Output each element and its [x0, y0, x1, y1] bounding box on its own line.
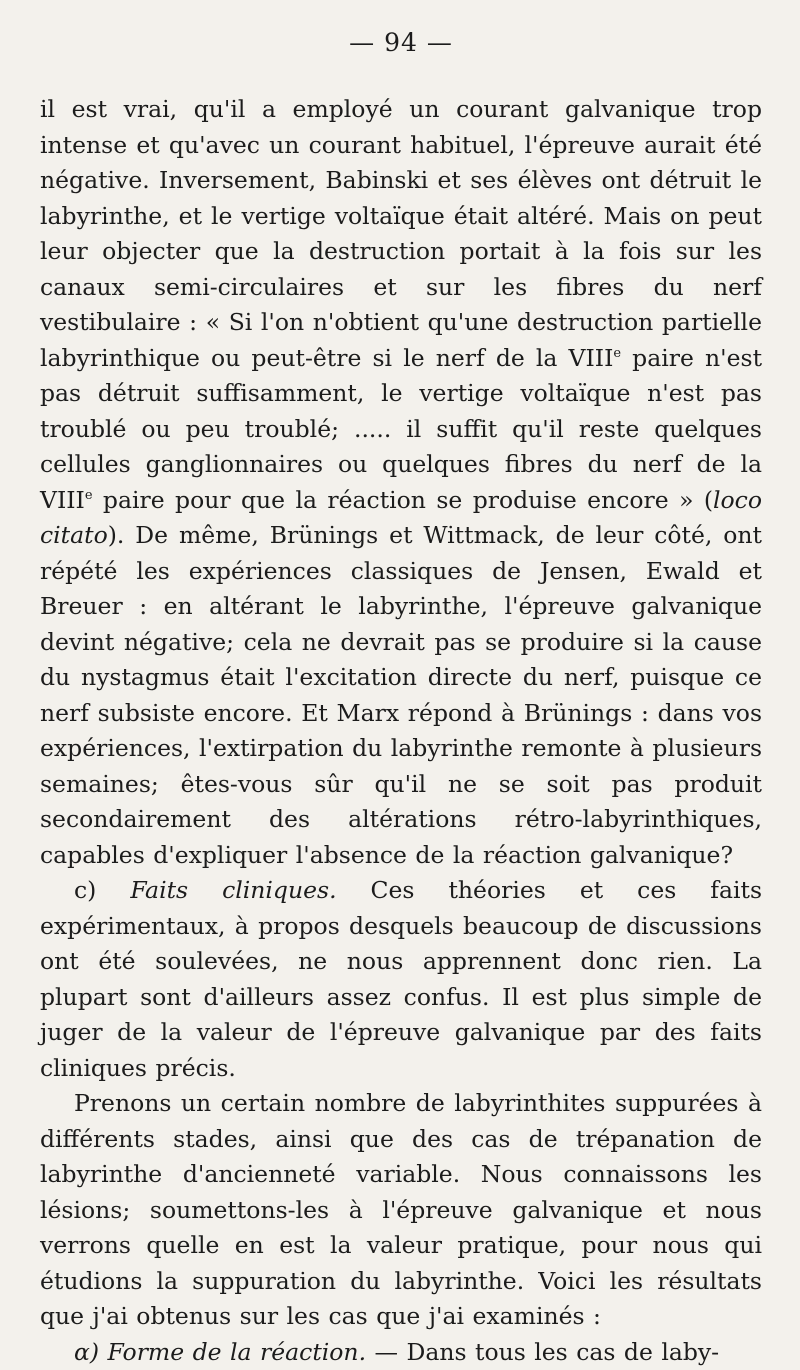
paragraph-2 — [40, 873, 762, 1086]
paragraph-1-part-4: ). De même, Brünings et Wittmack, de leur côté, ont répété les expériences classiques de Jensen, Ewald et Breuer : en altérant le labyrinthe, l'épreuve galvanique devint négative; cela ne devrait pas se produire si la cause du nystagmus était l'excitation directe du nerf, puisque ce nerf subsiste encore. Et Marx répond à Brünings : dans vos expériences, l'extirpation du labyrinthe remonte à plusieurs semaines; êtes-vous sûr qu'il ne se soit pas produit secondairement des altérations rétro-labyrinthiques, capables d'expliquer l'absence de la réaction galvanique? — [40, 521, 762, 869]
paragraph-1-part-1: il est vrai, qu'il a employé un courant galvanique trop intense et qu'avec un courant habituel, l'épreuve aurait été négative. Inversement, Babinski et ses élèves ont détruit le labyrinthe, et le vertige voltaïque était altéré. Mais on peut leur objecter que la destruction portait à la fois sur les canaux semi-circulaires et sur les fibres du nerf vestibulaire : « Si l'on n'obtient qu'une destruction partielle labyrinthique ou peut-être si le nerf de la VIII — [40, 95, 762, 372]
page-number: — 94 — — [40, 28, 762, 58]
body-text — [40, 92, 762, 1370]
section-alpha-label: α) — [74, 1338, 99, 1366]
paragraph-1-part-2: paire n'est pas détruit suffisamment, le vertige voltaïque n'est pas troublé ou peu troublé; ..... il suffit qu'il reste quelques cellules ganglionnaires ou quelques fibres du nerf de la VIII — [40, 344, 762, 514]
section-c-label: c) — [74, 876, 96, 904]
paragraph-4 — [40, 1335, 762, 1370]
paragraph-2-text: Ces théories et ces faits expérimentaux, à propos desquels beaucoup de discussions ont été soulevées, ne nous apprennent donc rien. La plupart sont d'ailleurs assez confus. Il est plus simple de juger de la valeur de l'épreuve galvanique par des faits cliniques précis. — [40, 876, 762, 1082]
paragraph-1-part-3: paire pour que la réaction se produise encore » ( — [93, 486, 713, 514]
superscript-e-2: e — [85, 488, 93, 503]
section-alpha-heading: Forme de la réaction. — [108, 1338, 367, 1366]
paragraph-4-text: — Dans tous les cas de laby- — [366, 1338, 719, 1366]
paragraph-3 — [40, 1086, 762, 1335]
section-c-heading: Faits cliniques. — [130, 876, 336, 904]
paragraph-1 — [40, 92, 762, 873]
superscript-e-1: e — [613, 346, 621, 361]
loco-citato: loco citato — [40, 486, 762, 550]
paragraph-3-text: Prenons un certain nombre de labyrinthites suppurées à différents stades, ainsi que des cas de trépanation de labyrinthe d'ancienneté variable. Nous connaissons les lésions; soumettons-les à l'épreuve galvanique et nous verrons quelle en est la valeur pratique, pour nous qui étudions la suppuration du labyrinthe. Voici les résultats que j'ai obtenus sur les cas que j'ai examinés : — [40, 1089, 762, 1330]
